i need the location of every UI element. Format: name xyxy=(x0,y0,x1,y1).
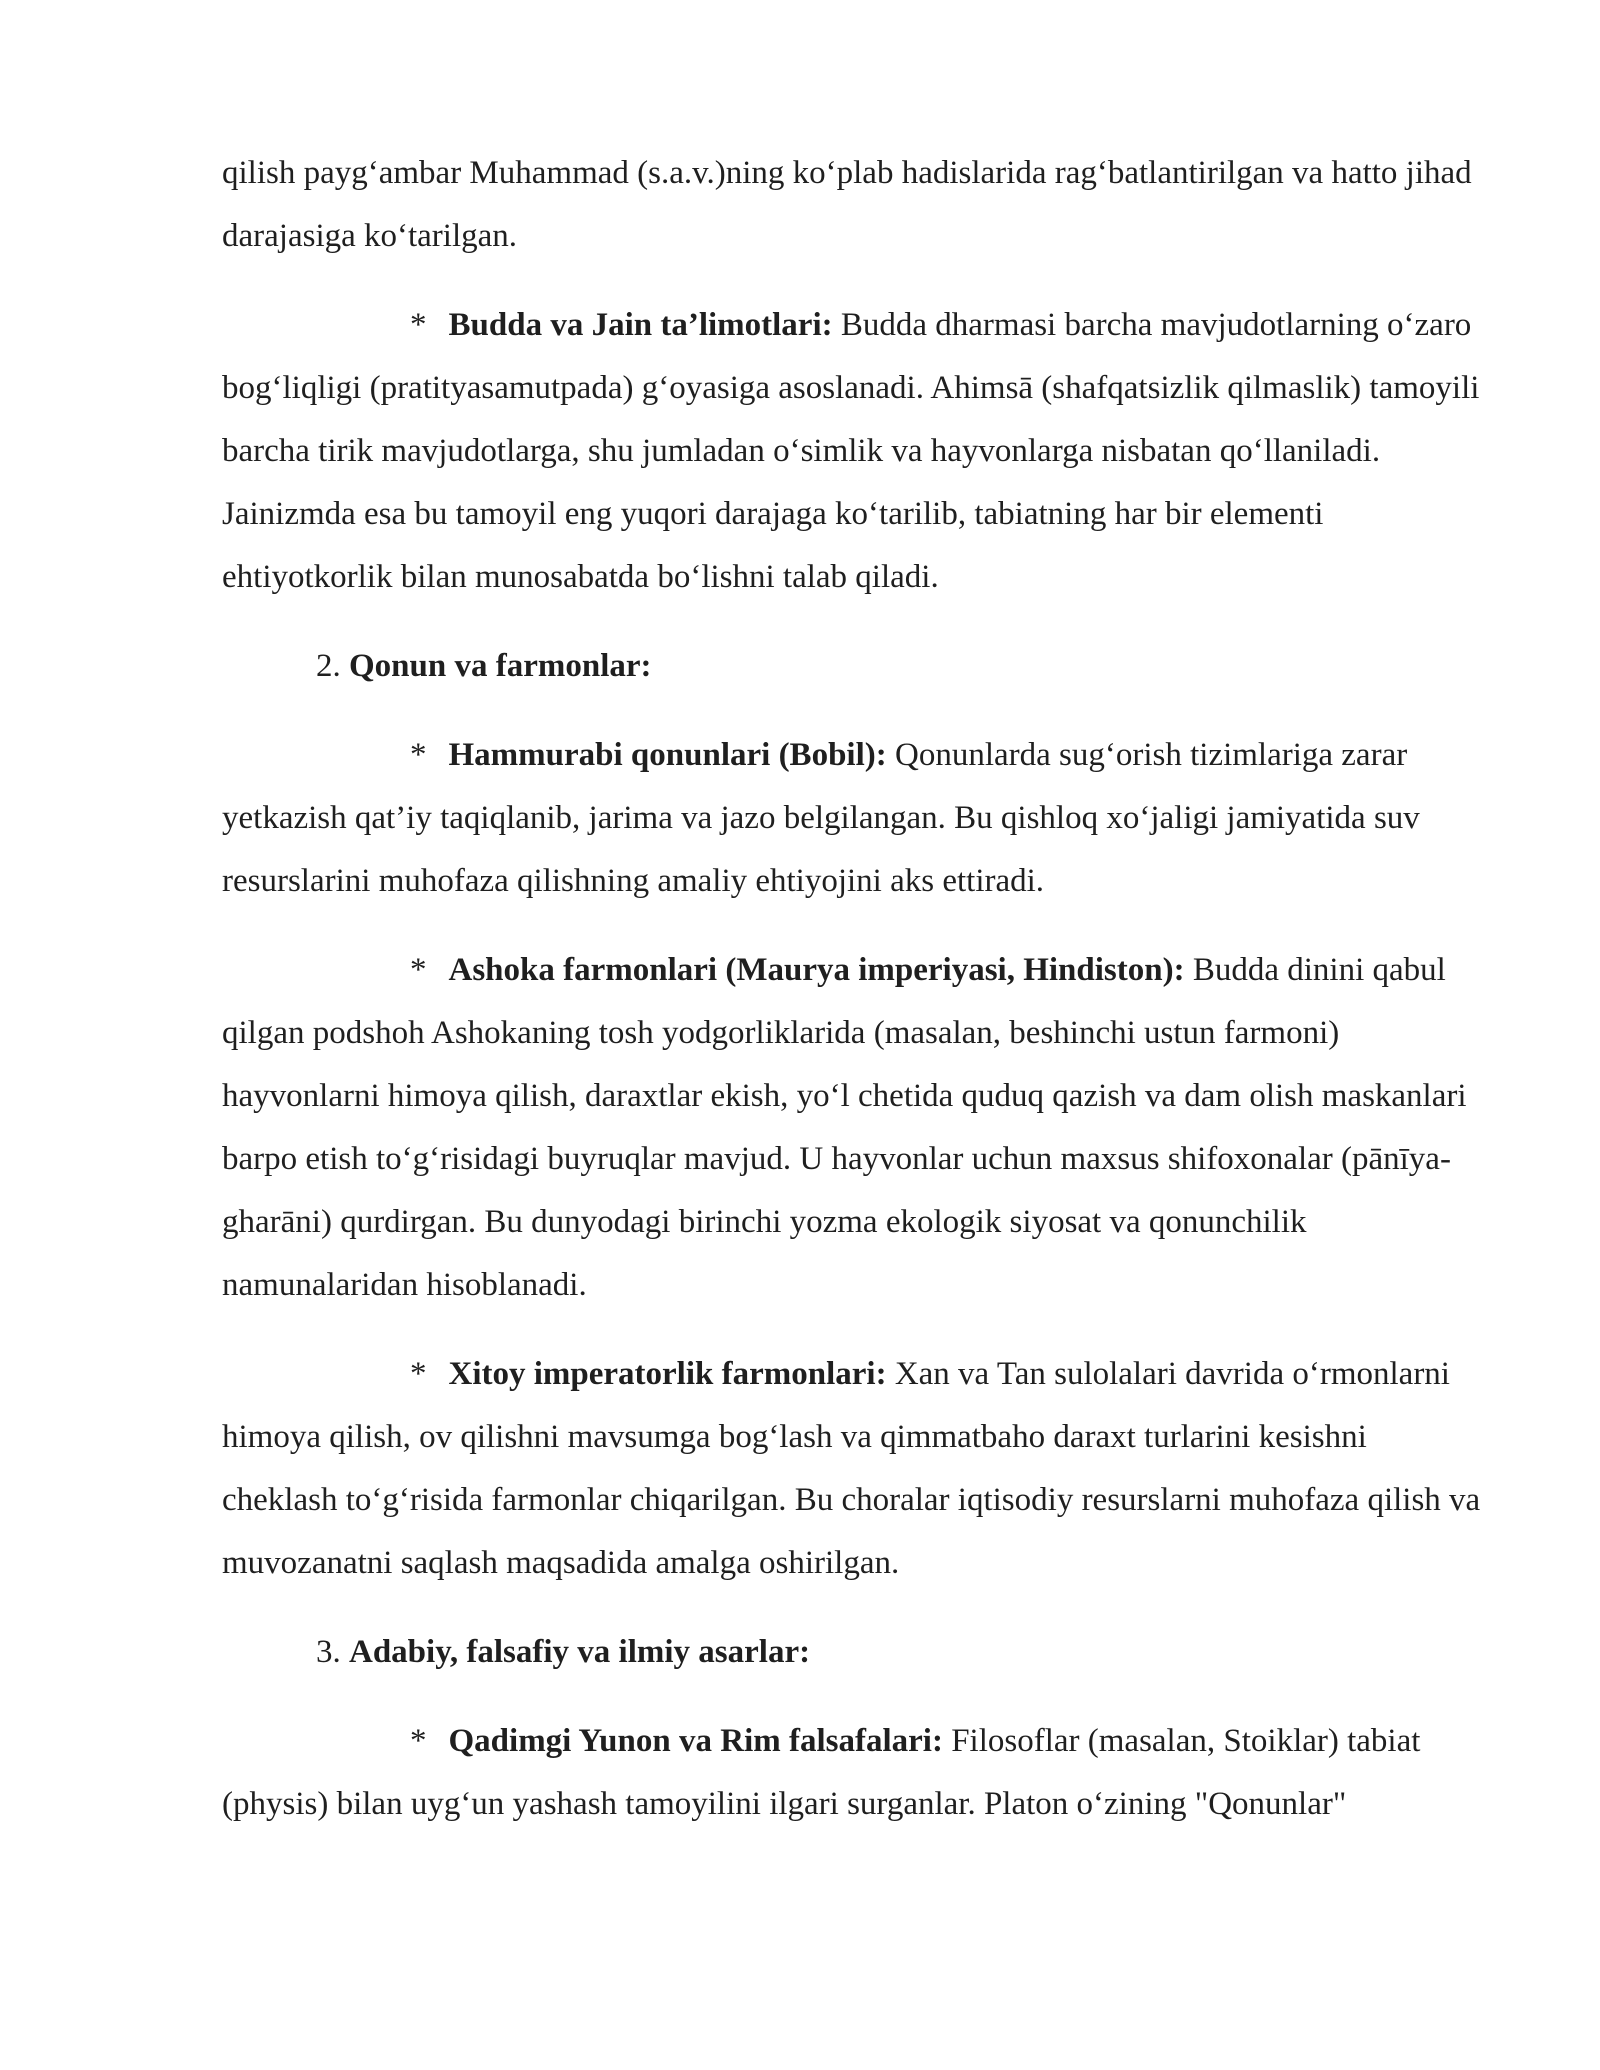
bullet-marker: * xyxy=(410,307,427,343)
bullet-yunon-rim xyxy=(222,1710,1482,1836)
section-number: 3. xyxy=(316,1634,341,1670)
bullet-lead-term: Hammurabi qonunlari (Bobil): xyxy=(448,737,887,773)
bullet-lead-term: Xitoy imperatorlik farmonlari: xyxy=(448,1356,887,1392)
bullet-xitoy xyxy=(222,1343,1482,1595)
paragraph-text: qilish payg‘ambar Muhammad (s.a.v.)ning ko‘plab hadislarida rag‘batlantirilgan va hatto jihad darajasiga ko‘tarilgan. xyxy=(222,155,1472,254)
bullet-marker: * xyxy=(410,737,427,773)
bullet-text: Budda dharmasi barcha mavjudotlarning o‘zaro bog‘liqligi (pratityasamutpada) g‘oyasiga asoslanadi. Ahimsā (shafqatsizlik qilmaslik) tamoyili barcha tirik mavjudotlarga, shu jumladan o‘simlik va hayvonlarga nisbatan qo‘llaniladi. Jainizmda esa bu tamoyil eng yuqori darajaga ko‘tarilib, tabiatning har bir elementi ehtiyotkorlik bilan munosabatda bo‘lishni talab qiladi. xyxy=(222,307,1480,595)
section-title: Qonun va farmonlar: xyxy=(349,648,652,684)
section-heading-2 xyxy=(222,635,1482,698)
document-body xyxy=(222,142,1482,1862)
bullet-text: Xan va Tan sulolalari davrida o‘rmonlarni himoya qilish, ov qilishni mavsumga bog‘lash va qimmatbaho daraxt turlarini kesishni cheklash to‘g‘risida farmonlar chiqarilgan. Bu choralar iqtisodiy resurslarni muhofaza qilish va muvozanatni saqlash maqsadida amalga oshirilgan. xyxy=(222,1356,1481,1581)
bullet-lead-term: Ashoka farmonlari (Maurya imperiyasi, Hindiston): xyxy=(448,952,1185,988)
bullet-text: Qonunlarda sug‘orish tizimlariga zarar yetkazish qat’iy taqiqlanib, jarima va jazo belgilangan. Bu qishloq xo‘jaligi jamiyatida suv resurslarini muhofaza qilishning amaliy ehtiyojini aks ettiradi. xyxy=(222,737,1420,899)
bullet-text: Budda dinini qabul qilgan podshoh Ashokaning tosh yodgorliklarida (masalan, beshinchi ustun farmoni) hayvonlarni himoya qilish, daraxtlar ekish, yo‘l chetida quduq qazish va dam olish maskanlari barpo etish to‘g‘risidagi buyruqlar mavjud. U hayvonlar uchun maxsus shifoxonalar (pānīya-gharāni) qurdirgan. Bu dunyodagi birinchi yozma ekologik siyosat va qonunchilik namunalaridan hisoblanadi. xyxy=(222,952,1467,1303)
bullet-budda-jain xyxy=(222,294,1482,609)
bullet-marker: * xyxy=(410,1356,427,1392)
bullet-marker: * xyxy=(410,1723,427,1759)
bullet-text: Filosoflar (masalan, Stoiklar) tabiat (physis) bilan uyg‘un yashash tamoyilini ilgari surganlar. Platon o‘zining "Qonunlar" xyxy=(222,1723,1421,1822)
bullet-lead-term: Budda va Jain ta’limotlari: xyxy=(448,307,833,343)
bullet-ashoka xyxy=(222,939,1482,1317)
section-number: 2. xyxy=(316,648,341,684)
paragraph-continuation xyxy=(222,142,1482,268)
section-heading-3 xyxy=(222,1621,1482,1684)
bullet-hammurabi xyxy=(222,724,1482,913)
section-title: Adabiy, falsafiy va ilmiy asarlar: xyxy=(349,1634,811,1670)
bullet-marker: * xyxy=(410,952,427,988)
bullet-lead-term: Qadimgi Yunon va Rim falsafalari: xyxy=(448,1723,943,1759)
